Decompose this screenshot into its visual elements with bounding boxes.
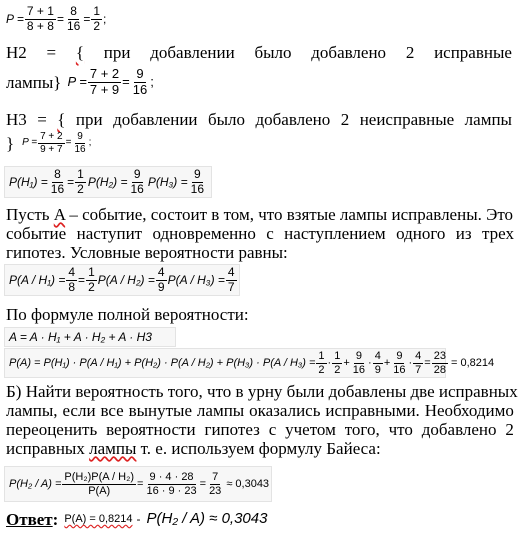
- equation-p-h2: P = $\frac{7 + 2}{7 + 9}$ = $\frac{9}{16}$ ;: [67, 65, 154, 97]
- paragraph-bayes: [6, 382, 518, 458]
- para-line: событие наступит одновременно с наступлением одного из трех: [6, 224, 514, 243]
- equals-sign: =: [56, 12, 64, 26]
- equals-sign: =: [83, 12, 91, 26]
- answer-value-pa: P(A) = 0,8214: [64, 513, 133, 525]
- para-line: гипотез. Условные вероятности равны:: [6, 243, 288, 262]
- para-line: Пусть A – событие, состоит в том, что взятые лампы исправлены. Это: [6, 205, 514, 224]
- answer-line: Ответ : P(A) = 0,8214 - P(H₂ / A) ≈ 0,3043: [6, 509, 268, 529]
- hypotheses-probabilities: P(H₁) = $\frac{8}{16}$ = $\frac{1}{2}$ P(H₂) = $\frac{9}{16}$ P(H₃) = $\frac{9}{16}$: [4, 166, 212, 198]
- hypothesis-h2-line2: [6, 64, 154, 100]
- formula-full-probability: P(A) = P(H₁) · P(A / H₁) + P(H₂) · P(A / H₂) + P(H₃) · P(A / H₃) = $\frac{1}{2}$ · $\frac{1}{2}$ + $\frac{9}{16}$ · $\frac{4}{9}$ + $\frac{9}{16}$ · $\frac{4}{7}$ = $\frac{23}{28}$ = 0,8214: [4, 348, 446, 378]
- answer-label: Ответ: [6, 509, 53, 529]
- closing-brace: }: [6, 133, 15, 153]
- answer-value-bayes: P(H₂ / A) ≈ 0,3043: [146, 510, 268, 527]
- h2-tail-text: лампы}: [6, 72, 62, 92]
- semicolon: ;: [103, 12, 107, 26]
- paragraph-event-a: [6, 205, 514, 262]
- hypothesis-h3-line2: [6, 128, 91, 158]
- equation-p-line1: [6, 2, 106, 36]
- fraction: $\frac{8}{16}$: [66, 3, 81, 33]
- equation-p-h3: P = $\frac{7 + 2}{9 + 7}$ = $\frac{9}{16}$ ;: [22, 131, 92, 155]
- conditional-probabilities: P(A / H₁) = $\frac{4}{8}$ = $\frac{1}{2}$ P(A / H₂) = $\frac{4}{9}$ P(A / H₃) = $\frac{4}{7}$: [4, 264, 240, 296]
- formula-bayes: P(H₂ / A) = $\frac{\text{P(H₂)P(A / H₂)}}{P(A)}$ = $\frac{9 \cdot 4 \cdot 28}{16 \cdot 9 \cdot 23}$ = $\frac{7}{23}$ ≈ 0,3043: [4, 466, 272, 502]
- fraction: $\frac{7 + 1}{8 + 8}$: [26, 3, 54, 33]
- para-line: лампы, если все вынутые лампы оказались исправными. Необходимо: [6, 401, 514, 420]
- para-line: переоценить вероятности гипотез с учетом того, что добавлено 2: [6, 420, 514, 439]
- formula-event-sum: A = A · H₁ + A · H₂ + A · H3: [4, 327, 176, 347]
- eq-lhs: P =: [6, 12, 24, 26]
- para-line: Б) Найти вероятность того, что в урну были добавлены две исправных: [6, 382, 518, 401]
- hypothesis-h3-line1: Н3 = { при добавлении было добавлено 2 неисправные лампы: [6, 110, 512, 129]
- fraction: $\frac{1}{2}$: [93, 3, 101, 33]
- hypothesis-h2-line1: H2 = { при добавлении было добавлено 2 исправные: [6, 43, 512, 62]
- para-line: исправных лампы т. е. используем формулу Байеса:: [6, 439, 381, 458]
- formula-title: По формуле полной вероятности:: [6, 305, 249, 324]
